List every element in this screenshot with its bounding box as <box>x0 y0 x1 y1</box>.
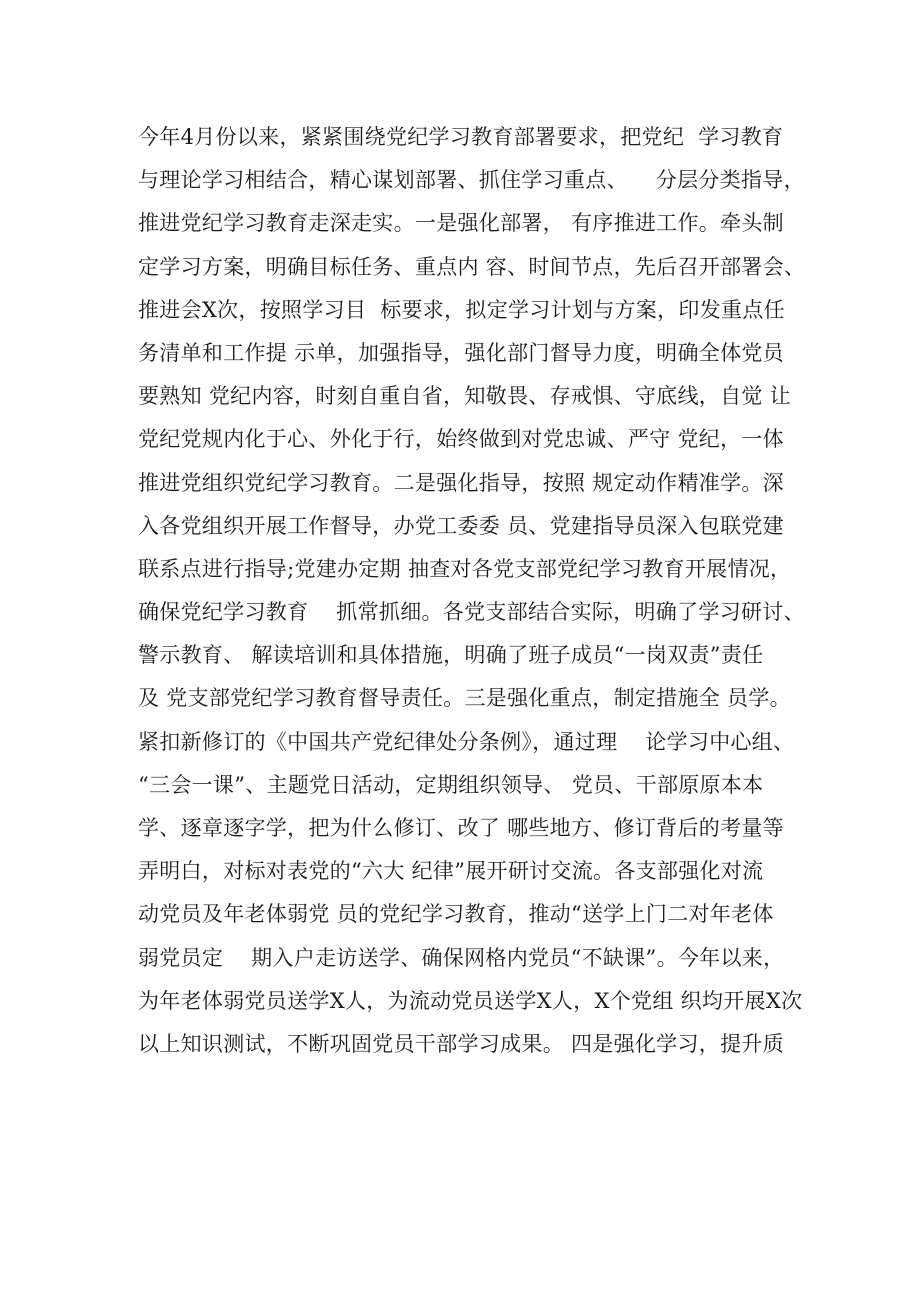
text-line-21: 为年老体弱党员送学X人，为流动党员送学X人，X个党组 织均开展X次 <box>138 988 803 1013</box>
text-line-6: 务清单和工作提 示单，加强指导，强化部门督导力度，明确全体党员 <box>138 340 784 365</box>
text-line-15: 紧扣新修订的《中国共产党纪律处分条例》，通过理 论学习中心组、 <box>138 729 795 754</box>
text-line-18: 弄明白，对标对表党的“六大 纪律”展开研讨交流。各支部强化对流 <box>138 859 764 884</box>
text-line-12: 确保党纪学习教育 抓常抓细。各党支部结合实际，明确了学习研讨、 <box>138 600 805 625</box>
text-line-8: 党纪党规内化于心、外化于行，始终做到对党忠诚、严守 党纪，一体 <box>138 427 784 452</box>
text-line-5: 推进会X次，按照学习目 标要求，拟定学习计划与方案，印发重点任 <box>138 297 785 322</box>
text-line-10: 入各党组织开展工作督导，办党工委委 员、党建指导员深入包联党建 <box>138 513 784 538</box>
text-line-22: 以上知识测试，不断巩固党员干部学习成果。 四是强化学习，提升质 <box>138 1031 784 1056</box>
text-line-17: 学、逐章逐字学，把为什么修订、改了 哪些地方、修订背后的考量等 <box>138 816 784 840</box>
text-line-11: 联系点进行指导;党建办定期 抽查对各党支部党纪学习教育开展情况， <box>138 556 792 581</box>
text-line-2: 与理论学习相结合，精心谋划部署、抓住学习重点、 分层分类指导， <box>138 168 805 193</box>
text-line-1: 今年4月份以来，紧紧围绕党纪学习教育部署要求，把党纪 学习教育 <box>138 125 784 149</box>
text-line-4: 定学习方案，明确目标任务、重点内 容、时间节点，先后召开部署会、 <box>138 254 806 279</box>
text-line-9: 推进党组织党纪学习教育。二是强化指导，按照 规定动作精准学。深 <box>138 470 784 495</box>
text-line-7: 要熟知 党纪内容，时刻自重自省，知敬畏、存戒惧、守底线，自觉 让 <box>138 384 791 409</box>
text-line-14: 及 党支部党纪学习教育督导责任。三是强化重点，制定措施全 员学。 <box>138 686 791 711</box>
text-line-20: 弱党员定 期入户走访送学、确保网格内党员“不缺课”。今年以来， <box>138 945 785 970</box>
body-paragraph <box>138 116 818 1066</box>
text-line-13: 警示教育、 解读培训和具体措施，明确了班子成员“一岗双责”责任 <box>138 643 764 668</box>
text-line-16: “三会一课”、主题党日活动，定期组织领导、 党员、干部原原本本 <box>138 772 764 797</box>
text-line-19: 动党员及年老体弱党 员的党纪学习教育，推动“送学上门二对年老体 <box>138 902 774 927</box>
text-line-3: 推进党纪学习教育走深走实。一是强化部署， 有序推进工作。牵头制 <box>138 211 784 236</box>
